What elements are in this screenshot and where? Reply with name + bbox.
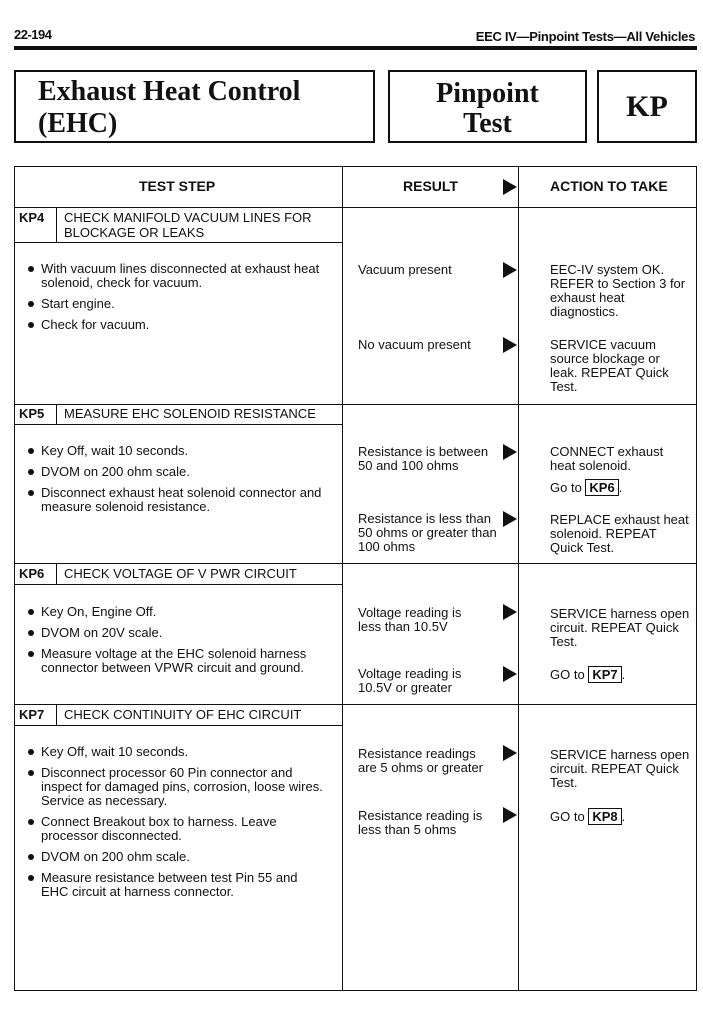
arrow-icon	[503, 666, 517, 682]
bullet-item: Check for vacuum.	[27, 318, 337, 332]
step-id-divider	[56, 704, 57, 725]
result-text: Voltage reading is 10.5V or greater	[358, 666, 462, 695]
goto-kp6-link[interactable]: KP6	[585, 479, 618, 496]
arrow-icon	[503, 807, 517, 823]
title-box	[14, 70, 375, 143]
result-text: Vacuum present	[358, 262, 452, 277]
header-row-rule	[14, 207, 697, 208]
step-title-kp7: CHECK CONTINUITY OF EHC CIRCUIT	[64, 707, 302, 722]
step-separator	[14, 404, 697, 405]
page-number: 22-194	[14, 27, 52, 42]
step-title-kp6: CHECK VOLTAGE OF V PWR CIRCUIT	[64, 566, 297, 581]
bullet-item: Disconnect exhaust heat solenoid connector and measure solenoid resistance.	[27, 486, 337, 514]
action-text: SERVICE harness open circuit. REPEAT Quick Test.	[550, 606, 690, 649]
bullet-item: Measure resistance between test Pin 55 and EHC circuit at harness connector.	[27, 871, 327, 899]
step-title-rule	[14, 424, 342, 425]
step-bullets-kp5	[27, 444, 337, 521]
goto-kp8-link[interactable]: KP8	[588, 808, 621, 825]
step-id-kp7: KP7	[19, 707, 45, 722]
result-text: No vacuum present	[358, 337, 471, 352]
result-text: Resistance reading is less than 5 ohms	[358, 808, 483, 837]
result-text: Resistance is less than 50 ohms or greater than 100 ohms	[358, 511, 497, 554]
bullet-item: Start engine.	[27, 297, 337, 311]
action-text: SERVICE harness open circuit. REPEAT Quick Test.	[550, 747, 690, 790]
step-bullets-kp7	[27, 745, 327, 906]
goto-suffix: .	[621, 809, 626, 824]
step-id-kp4: KP4	[19, 210, 45, 225]
bullet-item: Key On, Engine Off.	[27, 605, 337, 619]
goto-prefix: GO to	[550, 809, 585, 824]
goto-kp7-link[interactable]: KP7	[588, 666, 621, 683]
arrow-icon	[503, 179, 517, 195]
goto-prefix: Go to	[550, 480, 582, 495]
title-line-1: Exhaust Heat Control	[38, 76, 301, 107]
step-id-kp5: KP5	[19, 406, 45, 421]
step-title-rule	[14, 725, 342, 726]
result-text: Resistance readings are 5 ohms or greater	[358, 746, 484, 775]
step-title-kp4: CHECK MANIFOLD VACUUM LINES FOR BLOCKAGE OR LEAKS	[64, 210, 312, 240]
action-text: CONNECT exhaust heat solenoid.	[550, 444, 664, 473]
bullet-item: DVOM on 20V scale.	[27, 626, 337, 640]
column-divider-1	[342, 166, 343, 991]
result-text: Resistance is between 50 and 100 ohms	[358, 444, 489, 473]
col-header-action: ACTION TO TAKE	[550, 178, 668, 194]
step-bullets-kp6	[27, 605, 337, 682]
step-title-kp5: MEASURE EHC SOLENOID RESISTANCE	[64, 406, 316, 421]
step-separator	[14, 563, 697, 564]
action-text: EEC-IV system OK. REFER to Section 3 for exhaust heat diagnostics.	[550, 262, 686, 319]
bullet-item: DVOM on 200 ohm scale.	[27, 465, 337, 479]
goto-line	[550, 666, 690, 683]
arrow-icon	[503, 444, 517, 460]
step-title-rule	[14, 242, 342, 243]
goto-suffix: .	[618, 480, 623, 495]
bullet-item: With vacuum lines disconnected at exhaust heat solenoid, check for vacuum.	[27, 262, 337, 290]
arrow-icon	[503, 511, 517, 527]
bullet-item: Measure voltage at the EHC solenoid harness connector between VPWR circuit and ground.	[27, 647, 337, 675]
column-divider-2	[518, 166, 519, 991]
bullet-item: Key Off, wait 10 seconds.	[27, 745, 327, 759]
step-separator	[14, 704, 697, 705]
step-bullets-kp4	[27, 262, 337, 339]
col-header-test-step: TEST STEP	[139, 178, 216, 194]
step-id-divider	[56, 563, 57, 584]
pinpoint-test-box	[388, 70, 587, 143]
arrow-icon	[503, 337, 517, 353]
arrow-icon	[503, 745, 517, 761]
bullet-item: Key Off, wait 10 seconds.	[27, 444, 337, 458]
action-text: REPLACE exhaust heat solenoid. REPEAT Quick Test.	[550, 512, 689, 555]
arrow-icon	[503, 604, 517, 620]
pinpoint-line-2: Test	[463, 108, 512, 139]
goto-prefix: GO to	[550, 667, 585, 682]
pinpoint-line-1: Pinpoint	[436, 78, 539, 109]
bullet-item: Connect Breakout box to harness. Leave processor disconnected.	[27, 815, 327, 843]
action-block	[550, 445, 690, 496]
result-text: Voltage reading is less than 10.5V	[358, 605, 462, 634]
bullet-item: DVOM on 200 ohm scale.	[27, 850, 327, 864]
action-text: SERVICE vacuum source blockage or leak. REPEAT Quick Test.	[550, 337, 669, 394]
goto-line	[550, 479, 690, 496]
step-title-rule	[14, 584, 342, 585]
goto-line	[550, 808, 690, 825]
header-rule	[14, 46, 697, 50]
title-line-2: (EHC)	[38, 108, 118, 139]
step-id-divider	[56, 404, 57, 424]
bullet-item: Disconnect processor 60 Pin connector and inspect for damaged pins, corrosion, loose wires. Service as necessary.	[27, 766, 327, 808]
arrow-icon	[503, 262, 517, 278]
goto-suffix: .	[621, 667, 626, 682]
step-id-kp6: KP6	[19, 566, 45, 581]
step-id-divider	[56, 207, 57, 242]
col-header-result: RESULT	[403, 178, 458, 194]
running-head: EEC IV—Pinpoint Tests—All Vehicles	[475, 29, 695, 44]
test-code-box: KP	[597, 70, 697, 143]
